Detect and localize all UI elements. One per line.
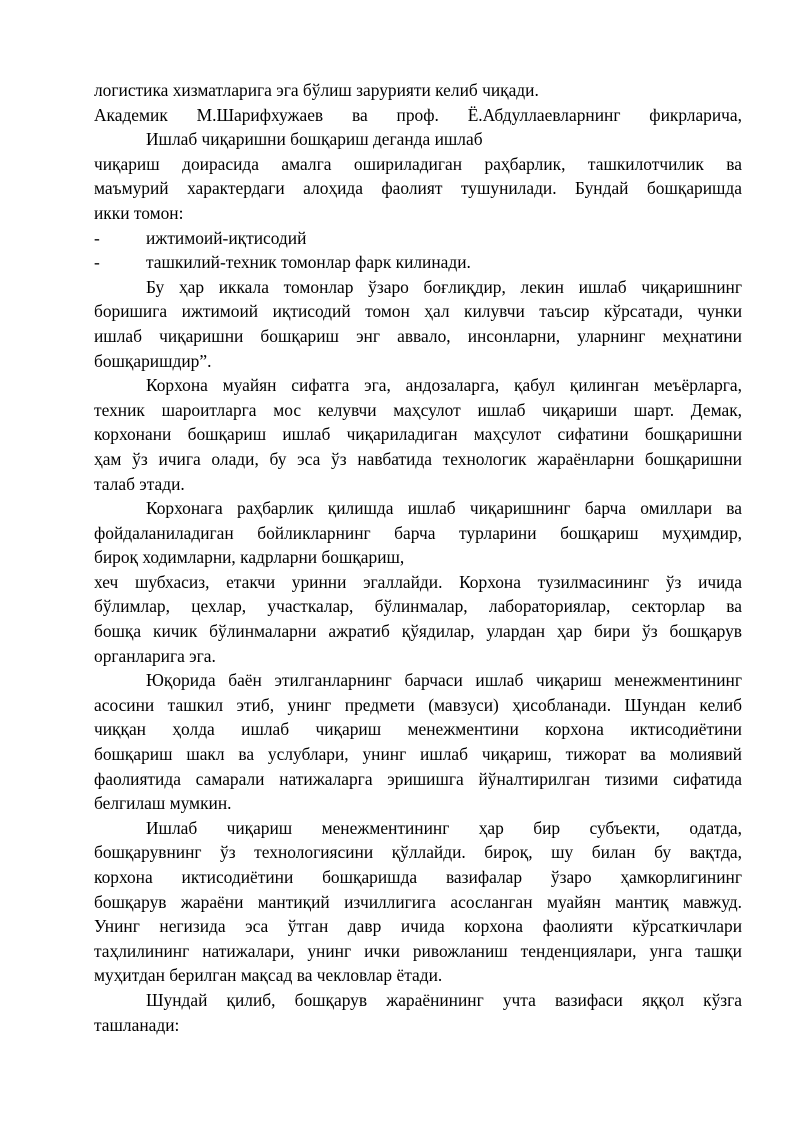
text-line: ҳам ўз ичига олади, бу эса ўз навбатида технологик жараёнларни бошқаришни (94, 448, 742, 469)
list-dash: - (94, 252, 100, 273)
text-line: Шундай қилиб, бошқарув жараёнининг учта вазифаси яққол кўзга (146, 989, 742, 1010)
text-line: икки томон: (94, 202, 184, 223)
list-item (94, 226, 742, 251)
text-line: корхонани бошқариш ишлаб чиқариладиган маҳсулот сифатини бошқаришни (94, 424, 742, 445)
text-line: органларига эга. (94, 645, 216, 666)
text-line: муҳитдан берилган мақсад ва чекловлар ётади. (94, 965, 443, 986)
text-line: чиққан ҳолда ишлаб чиқариш менежментини корхона иктисодиётини (94, 719, 742, 740)
text-line: бошқарув жараёни мантиқий изчиллигига асосланган муайян мантиқ мавжуд. (94, 891, 742, 912)
text-line: хеч шубхасиз, етакчи уринни эгаллайди. Корхона тузилмасининг ўз ичида (94, 571, 742, 592)
text-line: бошқа кичик бўлинмаларни ажратиб қўядилар, улардан ҳар бири ўз бошқарув (94, 621, 742, 642)
text-line: Корхона муайян сифатга эга, андозаларга, қабул қилинган меъёрларга, (146, 375, 742, 396)
document-page (94, 78, 742, 1037)
text-line: техник шароитларга мос келувчи маҳсулот ишлаб чиқариши шарт. Демак, (94, 399, 742, 420)
text-line: Ишлаб чиқаришни бошқариш деганда ишлаб (146, 129, 483, 150)
text-line: фойдаланиладиган бойликларнинг барча турларини бошқариш муҳимдир, (94, 522, 742, 543)
text-line: логистика хизматларига эга бўлиш зарурияти келиб чиқади. (94, 80, 539, 100)
text-line: Унинг негизида эса ўтган давр ичида корхона фаолияти кўрсаткичлари (94, 916, 742, 937)
text-line: асосини ташкил этиб, унинг предмети (мавзуси) ҳисобланади. Шундан келиб (94, 694, 742, 715)
text-line: бўлимлар, цехлар, участкалар, бўлинмалар, лабораториялар, секторлар ва (94, 596, 742, 617)
text-line: талаб этади. (94, 473, 185, 494)
list-dash: - (94, 227, 100, 248)
text-line: фаолиятида самарали натижаларга эришишга йўналтирилган тизими сифатида (94, 768, 742, 789)
text-line: Бу ҳар иккала томонлар ўзаро боғлиқдир, лекин ишлаб чиқаришнинг (146, 276, 742, 297)
list-item-text: ташкилий-техник томонлар фарк килинади. (146, 252, 471, 273)
text-line: маъмурий характердаги алоҳида фаолият тушунилади. Бундай бошқаришда (94, 178, 742, 199)
text-line: ташланади: (94, 1014, 180, 1035)
text-line: чиқариш доирасида амалга ошириладиган раҳбарлик, ташкилотчилик ва (94, 153, 742, 174)
list-item (94, 250, 742, 275)
text-line: белгилаш мумкин. (94, 793, 232, 814)
text-line: таҳлилининг натижалари, унинг ички ривожланиш тенденциялари, унга ташқи (94, 940, 742, 961)
text-line: Корхонага раҳбарлик қилишда ишлаб чиқаришнинг барча омиллари ва (146, 498, 742, 519)
text-line: бироқ ходимларни, кадрларни бошқариш, (94, 547, 405, 568)
text-line: бошқариш шакл ва услублари, унинг ишлаб чиқариш, тижорат ва молиявий (94, 744, 742, 765)
text-line: корхона иктисодиётини бошқаришда вазифалар ўзаро ҳамкорлигининг (94, 867, 742, 887)
text-line: Юқорида баён этилганларнинг барчаси ишлаб чиқариш менежментининг (146, 670, 742, 691)
text-line: боришига ижтимоий иқтисодий томон ҳал килувчи таъсир кўрсатади, чунки (94, 301, 742, 322)
text-line: бошқаришдир”. (94, 350, 212, 371)
list-item-text: ижтимоий-иқтисодий (146, 227, 307, 248)
text-line: ишлаб чиқаришни бошқариш энг аввало, инсонларни, уларнинг меҳнатини (94, 325, 742, 346)
text-line: Ишлаб чиқариш менежментининг ҳар бир субъекти, одатда, (146, 817, 742, 838)
text-line: Академик М.Шарифхужаев ва проф. Ё.Абдуллаевларнинг фикрларича, (94, 104, 742, 125)
text-line: бошқарувнинг ўз технологиясини қўллайди. бироқ, шу билан бу вақтда, (94, 842, 742, 863)
